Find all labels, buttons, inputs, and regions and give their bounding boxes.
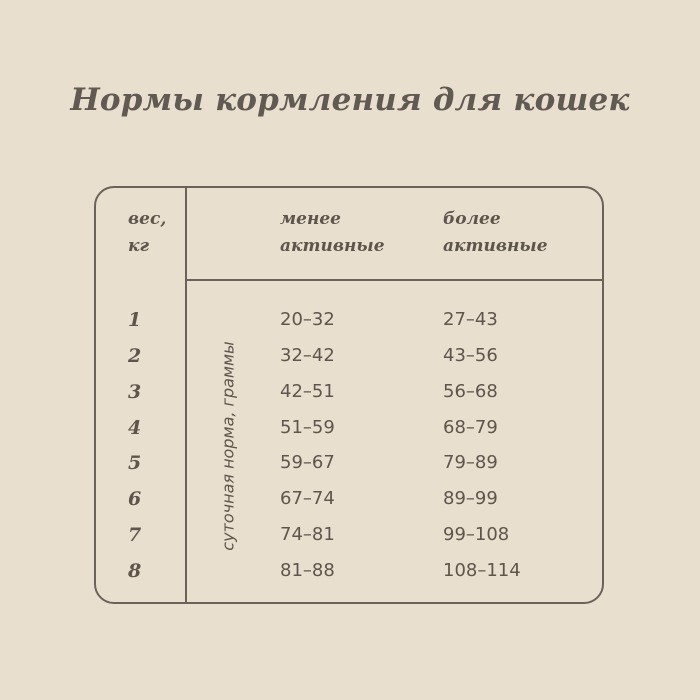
row-weight: 7: [128, 524, 142, 546]
row-more-active-value: 43–56: [443, 345, 498, 366]
row-less-active-value: 32–42: [280, 345, 335, 366]
row-less-active-value: 42–51: [280, 381, 335, 402]
row-weight: 5: [128, 452, 142, 474]
header-divider: [185, 279, 604, 281]
side-label-daily-norm: суточная норма, граммы: [218, 341, 238, 551]
header-less-active: [280, 206, 385, 260]
header-less-line-1: менее: [280, 209, 342, 229]
row-less-active-value: 51–59: [280, 417, 335, 438]
header-weight-line-1: вес,: [128, 209, 167, 229]
row-more-active-value: 89–99: [443, 488, 498, 509]
row-weight: 2: [128, 345, 142, 367]
header-more-active: [443, 206, 548, 260]
row-weight: 3: [128, 381, 142, 403]
row-more-active-value: 99–108: [443, 524, 510, 545]
header-weight-line-2: кг: [128, 236, 150, 256]
header-less-line-2: активные: [280, 236, 385, 256]
row-weight: 1: [128, 309, 142, 331]
row-less-active-value: 20–32: [280, 309, 335, 330]
row-less-active-value: 81–88: [280, 560, 335, 581]
header-weight: [128, 206, 166, 260]
row-less-active-value: 59–67: [280, 452, 335, 473]
row-less-active-value: 67–74: [280, 488, 335, 509]
column-divider: [185, 186, 187, 604]
row-more-active-value: 56–68: [443, 381, 498, 402]
row-more-active-value: 27–43: [443, 309, 498, 330]
row-weight: 4: [128, 417, 142, 439]
row-more-active-value: 79–89: [443, 452, 498, 473]
header-more-line-2: активные: [443, 236, 548, 256]
row-weight: 6: [128, 488, 142, 510]
page-title: Нормы кормления для кошек: [70, 82, 630, 118]
row-weight: 8: [128, 560, 142, 582]
row-less-active-value: 74–81: [280, 524, 335, 545]
row-more-active-value: 108–114: [443, 560, 521, 581]
header-more-line-1: более: [443, 209, 501, 229]
row-more-active-value: 68–79: [443, 417, 498, 438]
